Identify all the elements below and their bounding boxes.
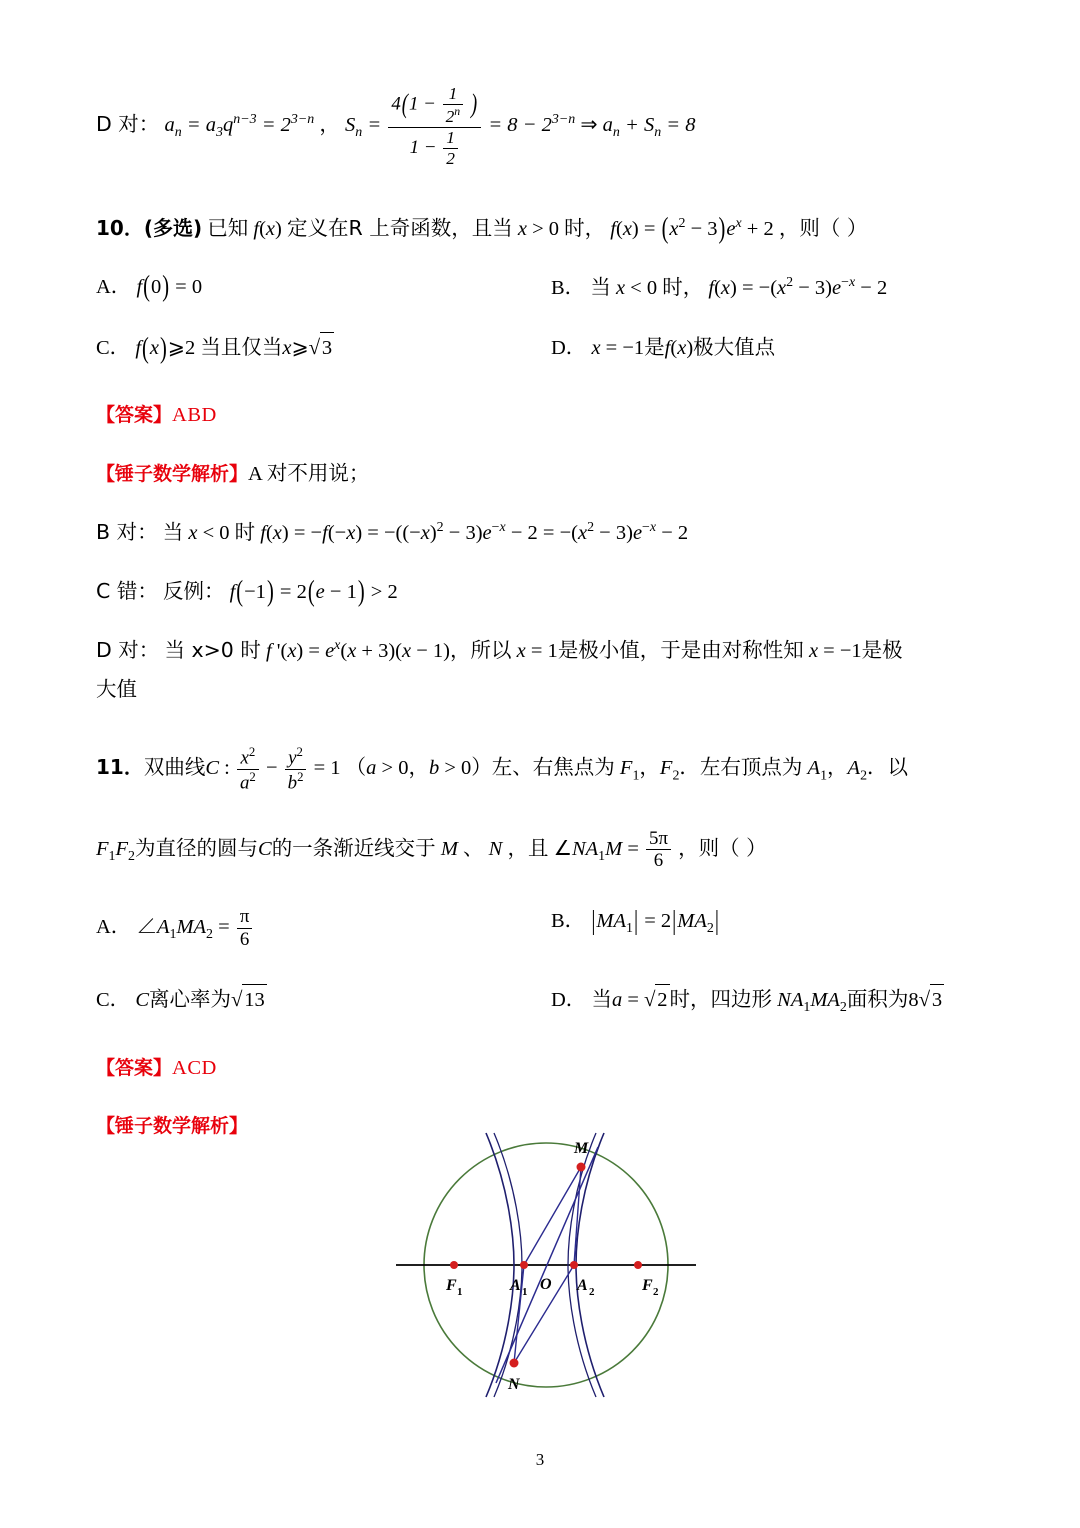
q11-options-row-1 [96,906,996,954]
q10-analysis-d-cont: 大值 [96,676,137,701]
q10-stem-3: 时， [564,215,606,240]
q11-option-c: C． C离心率为 √ 13 [96,984,551,1019]
q10-option-c: C． f(x)⩾2 当且仅当x⩾ √ 3 [96,332,551,365]
q11-answer-value: ACD [172,1057,217,1080]
point-f1 [450,1261,458,1269]
q10-option-b: B． 当 x < 0 时， $f(x) = -(x^2 - 3)e^{-x} - 2$ [551,274,888,299]
q11-answer-row [96,1053,996,1085]
label-f1: F [446,1276,457,1294]
question-10-multi-label: (多选) [143,215,203,240]
analysis-label: 【锤子数学解析】 [96,463,249,486]
an-formula: $a_n = a_3q^{n-3} = 2^{3-n}$ [164,112,315,141]
label-f2: F [642,1276,653,1294]
q10-answer-row [96,400,996,432]
hyperbola-circle-diagram [336,1105,756,1415]
point-m [577,1162,586,1171]
figure-container [96,1105,996,1415]
q10-analysis-b: B 对： 当 x < 0 时 $f(x) = -f(-x) = -((-x)^2 - 3)e^{-x} - 2 = -(x^2 - 3)e^{-x} - 2$ [96,520,689,545]
question-10-number: 10． [96,215,144,240]
q10-analysis-c-prefix: C 错： [96,578,158,603]
q11-option-c-tag: C． [96,989,131,1012]
q11-option-b: B． $|MA_1| = 2|MA_2|$ [551,906,719,937]
q10-analysis-a [96,459,996,491]
label-f1-sub: 1 [457,1285,463,1298]
q11-stem-1: 双曲线 [143,754,206,779]
answer-label-2: 【答案】 [96,1057,173,1080]
q10-analysis-b-prefix: B 对： [96,520,158,545]
q10-analysis-a-text: A 对不用说； [248,463,370,486]
question-11-stem-line-1: 11．双曲线C : $\frac{x^2}{a^2}$ − $\frac{y^2}{b^2}$ = 1 （a > 0，b > 0）左、右焦点为 $F_1$，$F_2$．左右顶点为 $A_1$，$A_2$．以 [96,744,909,793]
label-a1: A [510,1276,521,1294]
q10-analysis-d-prefix: D 对： [96,638,160,663]
question-10-stem: 10．(多选) 已知 f(x) 定义在R 上奇函数，且当 x > 0 时， $f(x) = (x^2 - 3)e^x + 2$ ，则（ ） [96,212,868,245]
q11-option-a-tag: A． [96,915,132,938]
q11-option-a: A． $\angle A_1MA_2$ = $\frac{\pi}{6}$ [96,906,551,950]
q10-option-d: D． x = −1是f(x)极大值点 [551,335,776,360]
analysis-label-2: 【锤子数学解析】 [96,1114,249,1137]
point-f2 [634,1261,642,1269]
q10-option-a-tag: A． [96,275,132,298]
q10-stem-4: ，则（ ） [778,215,868,240]
q10-options-row-2 [96,332,996,369]
q10-analysis-c: C 错： 反例： f(−1) = 2(e − 1) > 2 [96,575,398,608]
q10-option-d-tag: D． [551,337,587,360]
label-f2-sub: 2 [653,1285,659,1298]
d-series-prefix: D 对： [96,111,160,136]
question-11-stem-line-2: $F_1F_2$为直径的圆与C的一条渐近线交于 M 、 N ，且 $\angle NA_1M$ = $\frac{5\pi}{6}$ ，则（ ） [96,827,767,872]
point-a2 [570,1261,578,1269]
question-11-number: 11． [96,754,144,779]
label-n: N [508,1375,520,1393]
q11-option-d-tag: D． [551,989,587,1012]
q11-stem-2: （ [345,754,367,779]
point-n [510,1358,519,1367]
q10-answer-value: ABD [172,403,217,426]
q11-option-b-tag: B． [551,909,586,932]
page-content [96,84,996,1415]
point-a1 [520,1261,528,1269]
q10-stem-1: 已知 [207,215,249,240]
label-o: O [540,1275,552,1293]
q11-options-row-2 [96,984,996,1023]
label-m: M [574,1139,589,1157]
q10-stem-2: 定义在R 上奇函数，且当 [286,215,513,240]
sn-formula: $S_n$ = 4(1 − $\frac{1}{2^n}$ ) 1 − $\frac{1}{2}$ = $8 - 2^{3-n}$ [345,84,576,168]
answer-label: 【答案】 [96,403,173,426]
q10-options-row-1 [96,272,996,309]
q10-option-c-tag: C． [96,337,131,360]
q11-option-d: D． 当a = √ 2时，四边形 $NA_1MA_2$面积为8 √ 3 [551,984,996,1019]
q10-option-b-tag: B． [551,276,586,299]
page-number: 3 [535,1450,545,1469]
label-a2-sub: 2 [589,1285,595,1298]
q10-option-a: A． f(0) = 0 [96,270,203,303]
label-a1-sub: 1 [522,1285,528,1298]
d-series-line: D 对： $a_n = a_3q^{n-3} = 2^{3-n}$ ， $S_n$ = 4(1 − $\frac{1}{2^n}$ ) 1 − $\frac{1}{2}$ = $8 - 2^{3-n}$ ⇒ $a_n + S_n = 8$ [96,84,696,168]
q10-analysis-d: D 对： 当 x>0 时 f '$(x) = e^x(x + 3)(x - 1)$，所以 x = 1是极小值，于是由对称性知 x = −1是极 [96,638,903,663]
d-series-conclusion: $a_n + S_n = 8$ [602,113,696,141]
label-a2: A [577,1276,588,1294]
